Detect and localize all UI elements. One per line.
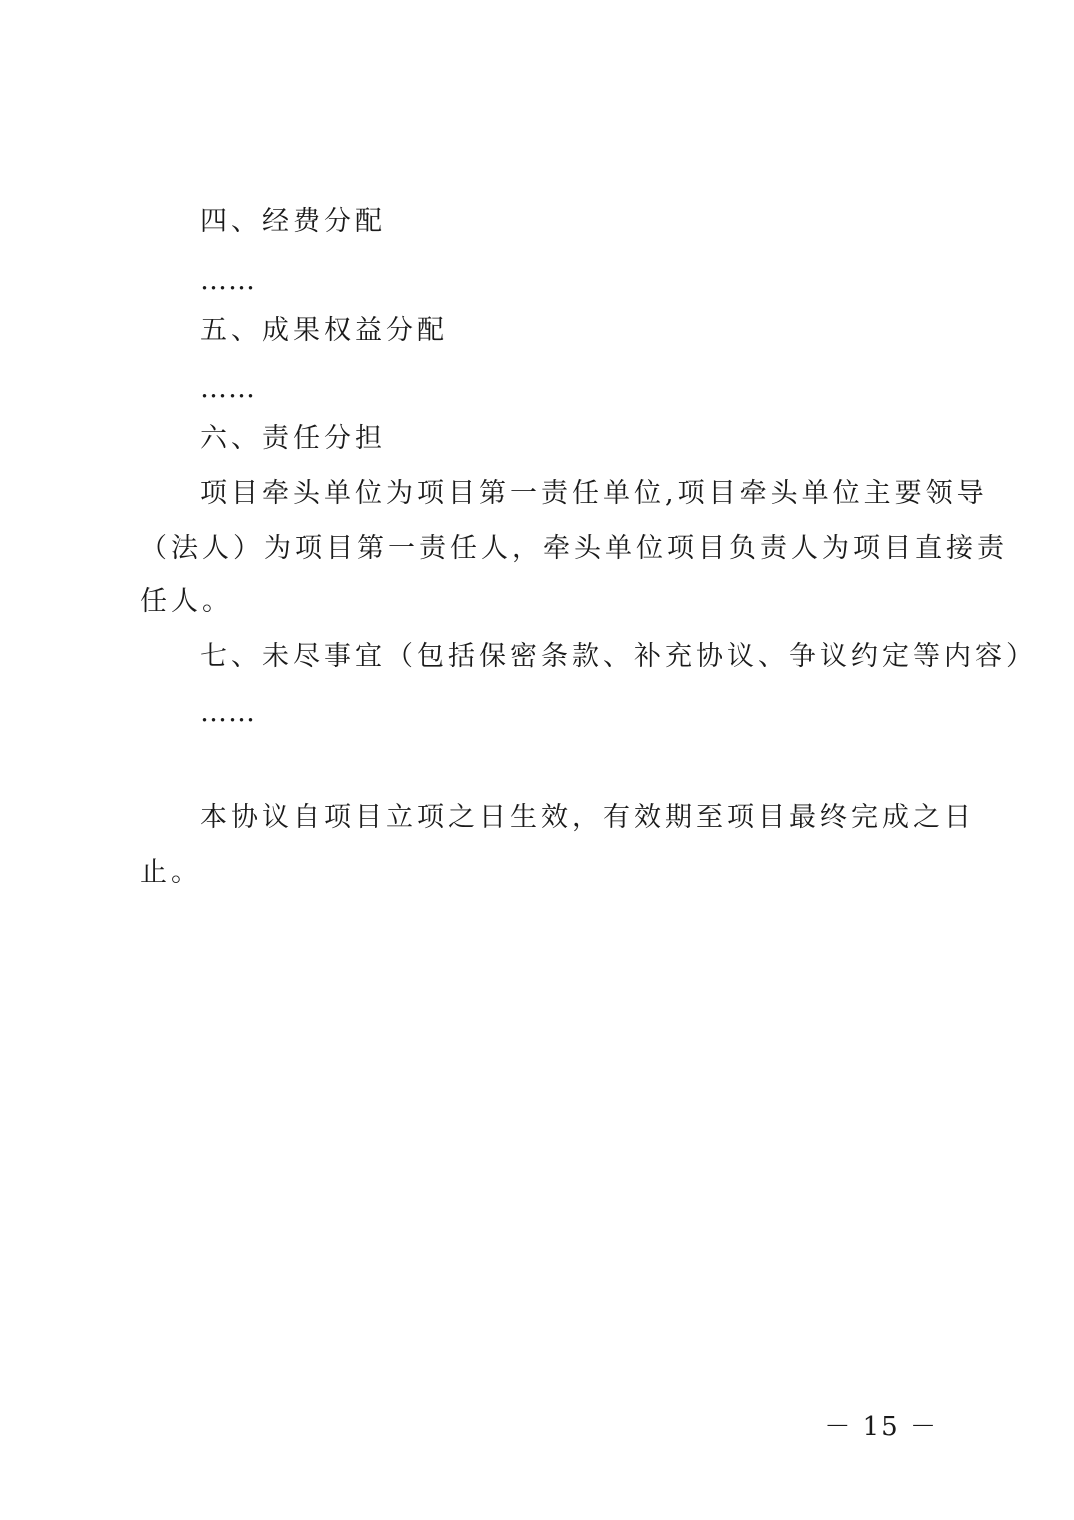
closing-paragraph-line-1: 本协议自项目立项之日生效，有效期至项目最终完成之日 <box>200 802 975 833</box>
section-four-heading: 四、经费分配 <box>200 206 386 237</box>
section-five-heading: 五、成果权益分配 <box>200 315 448 346</box>
section-six-paragraph-line-3: 任人。 <box>140 586 233 617</box>
closing-paragraph-line-2: 止。 <box>140 857 202 888</box>
section-six-heading: 六、责任分担 <box>200 423 386 454</box>
section-seven-heading: 七、未尽事宜（包括保密条款、补充协议、争议约定等内容） <box>200 641 1037 672</box>
section-five-ellipsis: …… <box>200 373 256 404</box>
page-number: － 15 － <box>824 1412 938 1442</box>
section-seven-ellipsis: …… <box>200 697 256 728</box>
section-six-paragraph-line-2: （法人）为项目第一责任人，牵头单位项目负责人为项目直接责 <box>140 533 1008 564</box>
section-six-paragraph-line-1: 项目牵头单位为项目第一责任单位,项目牵头单位主要领导 <box>200 478 988 509</box>
section-four-ellipsis: …… <box>200 265 256 296</box>
